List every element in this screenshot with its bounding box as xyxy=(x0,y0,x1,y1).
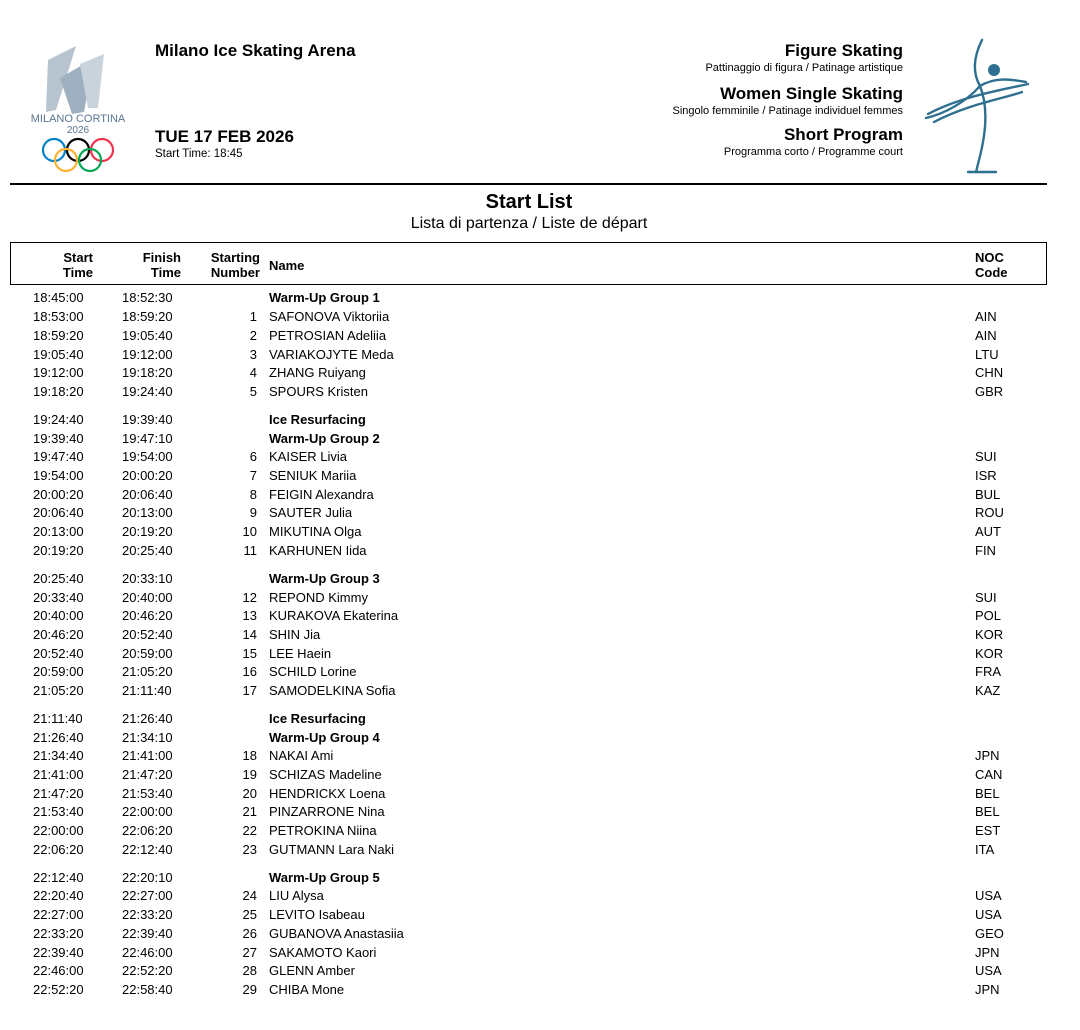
cell-finish: 20:59:00 xyxy=(122,646,173,661)
cell-start: 20:19:20 xyxy=(33,543,84,558)
cell-noc: KAZ xyxy=(975,683,1001,698)
cell-start: 20:40:00 xyxy=(33,608,84,623)
cell-finish: 20:46:20 xyxy=(122,608,173,623)
cell-noc: AIN xyxy=(975,328,997,343)
cell-num: 27 xyxy=(242,945,257,960)
cell-start: 21:26:40 xyxy=(33,730,84,745)
phase-subtitle: Programma corto / Programme court xyxy=(723,146,903,158)
table-row xyxy=(0,644,1080,663)
cell-noc: GEO xyxy=(975,926,1004,941)
cell-name: Warm-Up Group 4 xyxy=(269,730,380,745)
cell-num: 6 xyxy=(249,449,257,464)
cell-finish: 22:00:00 xyxy=(122,804,173,819)
table-row xyxy=(0,363,1080,382)
cell-noc: BEL xyxy=(975,804,1000,819)
cell-finish: 21:34:10 xyxy=(122,730,173,745)
cell-finish: 21:41:00 xyxy=(122,748,173,763)
cell-num: 29 xyxy=(242,982,257,997)
table-row xyxy=(0,541,1080,560)
cell-finish: 22:52:20 xyxy=(122,963,173,978)
cell-finish: 22:20:10 xyxy=(122,870,173,885)
cell-name: KAISER Livia xyxy=(269,449,348,464)
cell-start: 21:53:40 xyxy=(33,804,84,819)
cell-noc: JPN xyxy=(975,982,1000,997)
table-row xyxy=(0,503,1080,522)
cell-finish: 20:52:40 xyxy=(122,627,173,642)
cell-start: 20:33:40 xyxy=(33,590,84,605)
cell-finish: 21:11:40 xyxy=(122,683,172,698)
table-row xyxy=(0,943,1080,962)
table-row xyxy=(0,821,1080,840)
table-row xyxy=(0,681,1080,700)
table-row xyxy=(0,447,1080,466)
cell-name: SAMODELKINA Sofia xyxy=(269,683,396,698)
cell-num: 9 xyxy=(249,505,257,520)
cell-start: 22:46:00 xyxy=(33,963,84,978)
cell-noc: CHN xyxy=(975,365,1004,380)
cell-name: MIKUTINA Olga xyxy=(269,524,362,539)
cell-start: 22:39:40 xyxy=(33,945,84,960)
olympic-rings xyxy=(43,139,113,171)
table-section-row xyxy=(0,728,1080,747)
cell-num: 1 xyxy=(249,309,257,324)
cell-name: PINZARRONE Nina xyxy=(269,804,385,819)
cell-num: 18 xyxy=(242,748,257,763)
cell-name: Warm-Up Group 1 xyxy=(269,290,380,305)
discipline-title: Figure Skating xyxy=(784,41,903,60)
column-name: Name xyxy=(269,258,305,273)
discipline-subtitle: Pattinaggio di figura / Patinage artistique xyxy=(705,62,903,74)
table-header xyxy=(10,242,1047,285)
cell-name: SENIUK Mariia xyxy=(269,468,357,483)
logo-emblem xyxy=(46,46,104,114)
cell-name: ZHANG Ruiyang xyxy=(269,365,366,380)
cell-start: 22:06:20 xyxy=(33,842,84,857)
cell-finish: 20:06:40 xyxy=(122,487,173,502)
cell-start: 18:59:20 xyxy=(33,328,84,343)
venue-name: Milano Ice Skating Arena xyxy=(155,41,356,60)
cell-name: SAKAMOTO Kaori xyxy=(269,945,377,960)
cell-name: PETROKINA Niina xyxy=(269,823,377,838)
cell-start: 18:53:00 xyxy=(33,309,84,324)
column-noc-code: NOC Code xyxy=(975,250,1008,280)
cell-noc: USA xyxy=(975,888,1002,903)
cell-name: SPOURS Kristen xyxy=(269,384,368,399)
cell-finish: 20:13:00 xyxy=(122,505,173,520)
cell-start: 20:06:40 xyxy=(33,505,84,520)
table-row xyxy=(0,840,1080,859)
cell-name: LIU Alysa xyxy=(269,888,324,903)
cell-start: 19:47:40 xyxy=(33,449,84,464)
cell-noc: GBR xyxy=(975,384,1004,399)
table-row xyxy=(0,625,1080,644)
cell-finish: 19:54:00 xyxy=(122,449,173,464)
cell-start: 21:11:40 xyxy=(33,711,83,726)
cell-start: 22:27:00 xyxy=(33,907,84,922)
cell-name: KURAKOVA Ekaterina xyxy=(269,608,399,623)
table-row xyxy=(0,765,1080,784)
cell-finish: 22:12:40 xyxy=(122,842,173,857)
cell-start: 20:00:20 xyxy=(33,487,84,502)
cell-name: GUBANOVA Anastasiia xyxy=(269,926,404,941)
cell-finish: 21:47:20 xyxy=(122,767,173,782)
cell-num: 11 xyxy=(243,543,257,558)
cell-start: 21:05:20 xyxy=(33,683,84,698)
cell-noc: BEL xyxy=(975,786,1000,801)
cell-finish: 22:27:00 xyxy=(122,888,173,903)
table-row xyxy=(0,326,1080,345)
table-section-row xyxy=(0,288,1080,307)
cell-noc: JPN xyxy=(975,748,1000,763)
column-starting-number: Starting Number xyxy=(210,250,260,280)
cell-finish: 20:25:40 xyxy=(122,543,173,558)
cell-name: LEVITO Isabeau xyxy=(269,907,365,922)
cell-name: Warm-Up Group 5 xyxy=(269,870,380,885)
cell-num: 4 xyxy=(249,365,257,380)
cell-noc: AIN xyxy=(975,309,997,324)
cell-name: KARHUNEN Iida xyxy=(269,543,367,558)
cell-start: 18:45:00 xyxy=(33,290,84,305)
column-finish-time: Finish Time xyxy=(142,250,181,280)
cell-name: Ice Resurfacing xyxy=(269,711,366,726)
cell-noc: JPN xyxy=(975,945,1000,960)
cell-num: 26 xyxy=(242,926,257,941)
cell-start: 19:24:40 xyxy=(33,412,84,427)
cell-name: SCHIZAS Madeline xyxy=(269,767,382,782)
cell-finish: 22:39:40 xyxy=(122,926,173,941)
table-row xyxy=(0,382,1080,401)
cell-name: SCHILD Lorine xyxy=(269,664,357,679)
cell-start: 22:52:20 xyxy=(33,982,84,997)
table-row xyxy=(0,886,1080,905)
table-row xyxy=(0,784,1080,803)
cell-name: HENDRICKX Loena xyxy=(269,786,386,801)
cell-noc: FRA xyxy=(975,664,1001,679)
cell-start: 19:05:40 xyxy=(33,347,84,362)
table-row xyxy=(0,980,1080,999)
cell-noc: USA xyxy=(975,963,1002,978)
table-row xyxy=(0,606,1080,625)
cell-noc: CAN xyxy=(975,767,1003,782)
cell-start: 20:13:00 xyxy=(33,524,84,539)
cell-noc: FIN xyxy=(975,543,996,558)
cell-start: 22:12:40 xyxy=(33,870,84,885)
event-title: Women Single Skating xyxy=(720,84,903,103)
cell-noc: USA xyxy=(975,907,1002,922)
cell-noc: ROU xyxy=(975,505,1004,520)
table-row xyxy=(0,307,1080,326)
cell-finish: 21:26:40 xyxy=(122,711,173,726)
table-section-row xyxy=(0,709,1080,728)
header-rule xyxy=(10,183,1047,185)
cell-finish: 19:18:20 xyxy=(122,365,173,380)
table-row xyxy=(0,924,1080,943)
cell-noc: KOR xyxy=(975,646,1004,661)
cell-start: 20:52:40 xyxy=(33,646,84,661)
cell-num: 16 xyxy=(242,664,257,679)
cell-noc: SUI xyxy=(975,449,997,464)
figure-skating-pictogram-icon xyxy=(922,36,1034,178)
cell-start: 22:20:40 xyxy=(33,888,84,903)
table-row xyxy=(0,961,1080,980)
cell-start: 19:54:00 xyxy=(33,468,84,483)
cell-noc: KOR xyxy=(975,627,1004,642)
cell-noc: POL xyxy=(975,608,1002,623)
table-row xyxy=(0,345,1080,364)
event-date: TUE 17 FEB 2026 xyxy=(155,127,294,146)
cell-num: 14 xyxy=(242,627,257,642)
table-section-row xyxy=(0,868,1080,887)
table-row xyxy=(0,485,1080,504)
cell-name: FEIGIN Alexandra xyxy=(269,487,374,502)
cell-num: 22 xyxy=(242,823,257,838)
cell-finish: 20:40:00 xyxy=(122,590,173,605)
cell-num: 7 xyxy=(249,468,257,483)
cell-finish: 20:00:20 xyxy=(122,468,173,483)
cell-num: 2 xyxy=(249,328,257,343)
cell-finish: 19:24:40 xyxy=(122,384,173,399)
cell-num: 8 xyxy=(249,487,257,502)
cell-num: 5 xyxy=(249,384,257,399)
start-time: Start Time: 18:45 xyxy=(155,148,243,160)
cell-name: LEE Haein xyxy=(269,646,332,661)
cell-name: GUTMANN Lara Naki xyxy=(269,842,394,857)
cell-num: 21 xyxy=(242,804,257,819)
cell-name: Warm-Up Group 2 xyxy=(269,431,380,446)
cell-name: Ice Resurfacing xyxy=(269,412,366,427)
cell-num: 25 xyxy=(242,907,257,922)
cell-finish: 19:39:40 xyxy=(122,412,173,427)
cell-finish: 20:33:10 xyxy=(122,571,173,586)
cell-num: 15 xyxy=(242,646,257,661)
cell-start: 21:34:40 xyxy=(33,748,84,763)
logo-text: MILANO CORTINA xyxy=(30,113,126,125)
cell-num: 13 xyxy=(242,608,257,623)
logo-year: 2026 xyxy=(66,125,90,136)
cell-finish: 21:53:40 xyxy=(122,786,173,801)
document-title: Start List xyxy=(485,191,573,213)
cell-finish: 18:52:30 xyxy=(122,290,173,305)
document-subtitle: Lista di partenza / Liste de départ xyxy=(410,215,648,232)
cell-noc: BUL xyxy=(975,487,1001,502)
cell-finish: 19:05:40 xyxy=(122,328,173,343)
cell-noc: ISR xyxy=(975,468,997,483)
table-row xyxy=(0,522,1080,541)
cell-start: 21:41:00 xyxy=(33,767,84,782)
cell-finish: 22:06:20 xyxy=(122,823,173,838)
cell-num: 3 xyxy=(249,347,257,362)
table-row xyxy=(0,588,1080,607)
table-section-row xyxy=(0,429,1080,448)
table-row xyxy=(0,466,1080,485)
cell-noc: LTU xyxy=(975,347,999,362)
cell-noc: SUI xyxy=(975,590,997,605)
table-section-row xyxy=(0,569,1080,588)
cell-num: 12 xyxy=(242,590,257,605)
cell-name: Warm-Up Group 3 xyxy=(269,571,380,586)
cell-finish: 18:59:20 xyxy=(122,309,173,324)
cell-num: 28 xyxy=(242,963,257,978)
cell-finish: 21:05:20 xyxy=(122,664,173,679)
table-row xyxy=(0,662,1080,681)
cell-start: 20:46:20 xyxy=(33,627,84,642)
cell-start: 19:18:20 xyxy=(33,384,84,399)
cell-name: VARIAKOJYTE Meda xyxy=(269,347,394,362)
cell-num: 20 xyxy=(242,786,257,801)
phase-title: Short Program xyxy=(783,125,903,144)
cell-start: 20:59:00 xyxy=(33,664,84,679)
cell-start: 20:25:40 xyxy=(33,571,84,586)
cell-noc: AUT xyxy=(975,524,1001,539)
cell-num: 23 xyxy=(242,842,257,857)
cell-num: 24 xyxy=(242,888,257,903)
cell-name: GLENN Amber xyxy=(269,963,355,978)
event-subtitle: Singolo femminile / Patinage individuel femmes xyxy=(672,105,903,117)
cell-name: NAKAI Ami xyxy=(269,748,334,763)
cell-name: REPOND Kimmy xyxy=(269,590,368,605)
cell-name: SAUTER Julia xyxy=(269,505,353,520)
cell-start: 19:39:40 xyxy=(33,431,84,446)
cell-num: 10 xyxy=(242,524,257,539)
cell-finish: 22:46:00 xyxy=(122,945,173,960)
cell-finish: 20:19:20 xyxy=(122,524,173,539)
cell-name: PETROSIAN Adeliia xyxy=(269,328,387,343)
cell-finish: 19:47:10 xyxy=(122,431,173,446)
cell-name: CHIBA Mone xyxy=(269,982,345,997)
cell-finish: 19:12:00 xyxy=(122,347,173,362)
cell-num: 19 xyxy=(242,767,257,782)
cell-start: 19:12:00 xyxy=(33,365,84,380)
column-start-time: Start Time xyxy=(62,250,93,280)
cell-finish: 22:58:40 xyxy=(122,982,173,997)
cell-noc: EST xyxy=(975,823,1001,838)
table-row xyxy=(0,802,1080,821)
milano-cortina-logo xyxy=(18,38,138,178)
cell-name: SAFONOVA Viktoriia xyxy=(269,309,390,324)
table-row xyxy=(0,746,1080,765)
cell-start: 22:33:20 xyxy=(33,926,84,941)
cell-noc: ITA xyxy=(975,842,995,857)
table-section-row xyxy=(0,410,1080,429)
cell-name: SHIN Jia xyxy=(269,627,321,642)
cell-start: 21:47:20 xyxy=(33,786,84,801)
cell-finish: 22:33:20 xyxy=(122,907,173,922)
cell-num: 17 xyxy=(242,683,257,698)
cell-start: 22:00:00 xyxy=(33,823,84,838)
table-row xyxy=(0,905,1080,924)
